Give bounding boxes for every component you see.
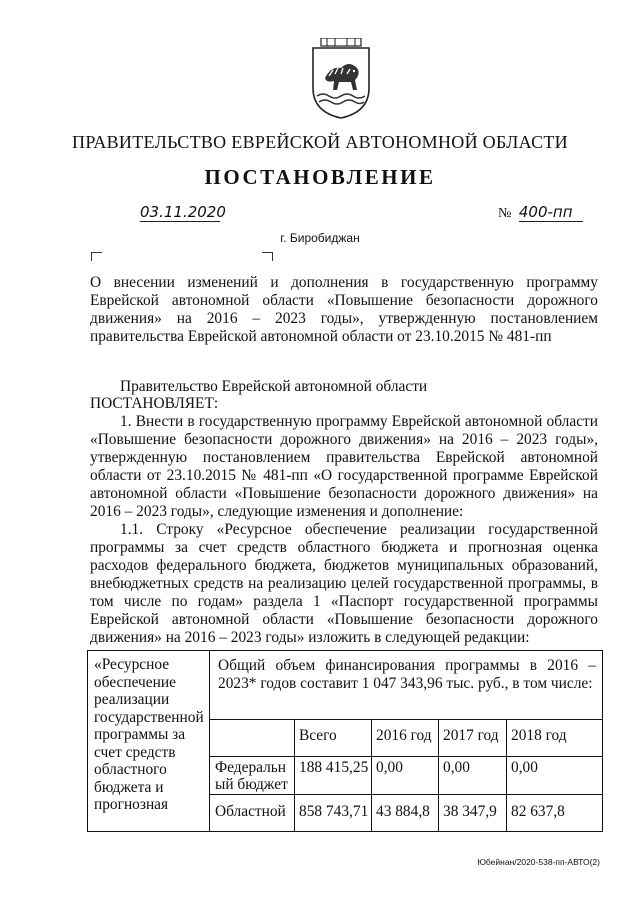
table-hline: [210, 756, 602, 757]
header-2018: 2018 год: [511, 727, 567, 744]
corner-mark-right: [262, 252, 273, 261]
header-2016: 2016 год: [376, 727, 432, 744]
funding-table: [87, 650, 603, 832]
number-prefix: №: [498, 206, 512, 221]
header-total: Всего: [299, 727, 337, 744]
document-number: 400-пп: [519, 203, 583, 222]
government-line: Правительство Еврейской автономной области: [120, 378, 428, 395]
table-left-cell: «Ресурсное обеспечение реализации государственной программы за счет средств областного бюджета и прогнозная: [88, 651, 210, 831]
row-federal-2016: 0,00: [376, 759, 403, 776]
item-1-1-paragraph: 1.1. Строку «Ресурсное обеспечение реализации государственной программы за счет средств областного бюджета и прогнозная оценка расходов федерального бюджета, бюджетов муниципальных образований, внебюджетных средств на реализацию целей государственной программы, в том числе по годам» раздела 1 «Паспорт государственной программы Еврейской автономной области «Повышение безопасности дорожного движения» на 2016 – 2023 годы» изложить в следующей редакции:: [90, 521, 598, 646]
total-funding-text: Общий объем финансирования программы в 2016 – 2023* годов составит 1 047 343,96 тыс. руб., в том числе:: [218, 657, 596, 692]
city-name: г. Биробиджан: [280, 231, 360, 245]
document-date: 03.11.2020: [140, 203, 226, 221]
corner-mark-left: [91, 252, 102, 261]
row-regional-2018: 82 637,8: [511, 803, 565, 820]
row-regional-2017: 38 347,9: [443, 803, 497, 820]
row-federal-2018: 0,00: [511, 759, 538, 776]
table-hline: [210, 719, 602, 720]
row-regional-total: 858 743,71: [299, 803, 369, 820]
resolves-heading: ПОСТАНОВЛЯЕТ:: [90, 395, 219, 412]
table-hline: [210, 794, 602, 795]
row-federal-label: Федеральный бюджет: [215, 759, 288, 793]
row-regional-label: Областной: [215, 803, 286, 820]
header-2017: 2017 год: [443, 727, 499, 744]
footer-code: Юбейнан/2020-538-пп-АВТО(2): [477, 857, 600, 867]
government-name: ПРАВИТЕЛЬСТВО ЕВРЕЙСКОЙ АВТОНОМНОЙ ОБЛАСТИ: [72, 132, 568, 152]
row-regional-2016: 43 884,8: [376, 803, 430, 820]
row-federal-2017: 0,00: [443, 759, 470, 776]
document-subject: О внесении изменений и дополнения в государственную программу Еврейской автономной области «Повышение безопасности дорожного движения» на 2016 – 2023 годы», утвержденную постановлением правительства Еврейской автономной области от 23.10.2015 № 481-пп: [90, 274, 598, 345]
row-federal-total: 188 415,25: [299, 759, 369, 776]
document-type-title: ПОСТАНОВЛЕНИЕ: [204, 165, 436, 189]
item-1-paragraph: 1. Внести в государственную программу Еврейской автономной области «Повышение безопасности дорожного движения» на 2016 – 2023 годы», утвержденную постановлением правительства Еврейской автономной области от 23.10.2015 № 481-пп «О государственной программе Еврейской автономной области «Повышение безопасности дорожного движения» на 2016 – 2023 годы», следующие изменения и дополнение:: [90, 413, 598, 520]
coat-of-arms-emblem: [305, 38, 377, 120]
document-number-block: [498, 203, 583, 222]
